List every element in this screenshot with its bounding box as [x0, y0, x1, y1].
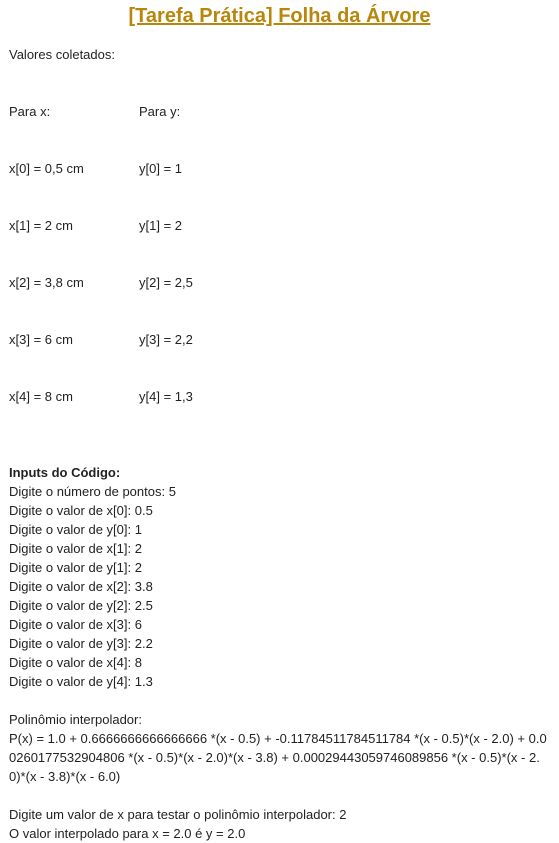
x-value: x[4] = 8 cm — [9, 389, 73, 404]
input-line: Digite o valor de x[2]: 3.8 — [9, 579, 153, 594]
input-line: Digite o valor de y[0]: 1 — [9, 522, 142, 537]
input-line: Digite o valor de x[4]: 8 — [9, 655, 142, 670]
test-result: O valor interpolado para x = 2.0 é y = 2.0 — [9, 826, 246, 841]
x-value: x[1] = 2 cm — [9, 218, 73, 233]
document-body — [9, 45, 551, 843]
input-line: Digite o valor de y[3]: 2.2 — [9, 636, 153, 651]
y-value: y[1] = 2 — [139, 218, 182, 233]
x-column-label: Para x: — [9, 104, 51, 119]
input-line: Digite o valor de x[0]: 0.5 — [9, 503, 153, 518]
x-value: x[0] = 0,5 cm — [9, 161, 84, 176]
x-value: x[3] = 6 cm — [9, 332, 73, 347]
y-value: y[2] = 2,5 — [139, 275, 193, 290]
input-line: Digite o valor de y[4]: 1.3 — [9, 674, 153, 689]
spacer — [9, 786, 551, 805]
test-prompt: Digite um valor de x para testar o polinômio interpolador: 2 — [9, 807, 347, 822]
polynomial-expression: P(x) = 1.0 + 0.6666666666666666 *(x - 0.5) + -0.11784511784511784 *(x - 0.5)*(x - 2.0) + 0.00260177532904806 *(x - 0.5)*(x - 2.0)*(x - 3.8) + 0.00029443059746089856 *(x - 0.5)*(x - 2.0)*(x - 3.8)*(x - 6.0) — [9, 731, 547, 784]
input-line: Digite o número de pontos: 5 — [9, 484, 176, 499]
y-values-column — [139, 64, 193, 444]
y-value: y[3] = 2,2 — [139, 332, 193, 347]
page-title: [Tarefa Prática] Folha da Árvore — [128, 5, 431, 27]
spacer — [9, 444, 551, 463]
x-value: x[2] = 3,8 cm — [9, 275, 84, 290]
y-value: y[4] = 1,3 — [139, 389, 193, 404]
x-values-column — [9, 64, 139, 444]
collected-values-heading: Valores coletados: — [9, 47, 115, 62]
polynomial-heading: Polinômio interpolador: — [9, 712, 142, 727]
input-line: Digite o valor de y[2]: 2.5 — [9, 598, 153, 613]
input-line: Digite o valor de x[3]: 6 — [9, 617, 142, 632]
input-line: Digite o valor de y[1]: 2 — [9, 560, 142, 575]
y-column-label: Para y: — [139, 104, 181, 119]
input-line: Digite o valor de x[1]: 2 — [9, 541, 142, 556]
collected-values-table — [9, 64, 551, 444]
inputs-heading: Inputs do Código: — [9, 465, 121, 480]
spacer — [9, 691, 551, 710]
y-value: y[0] = 1 — [139, 161, 182, 176]
